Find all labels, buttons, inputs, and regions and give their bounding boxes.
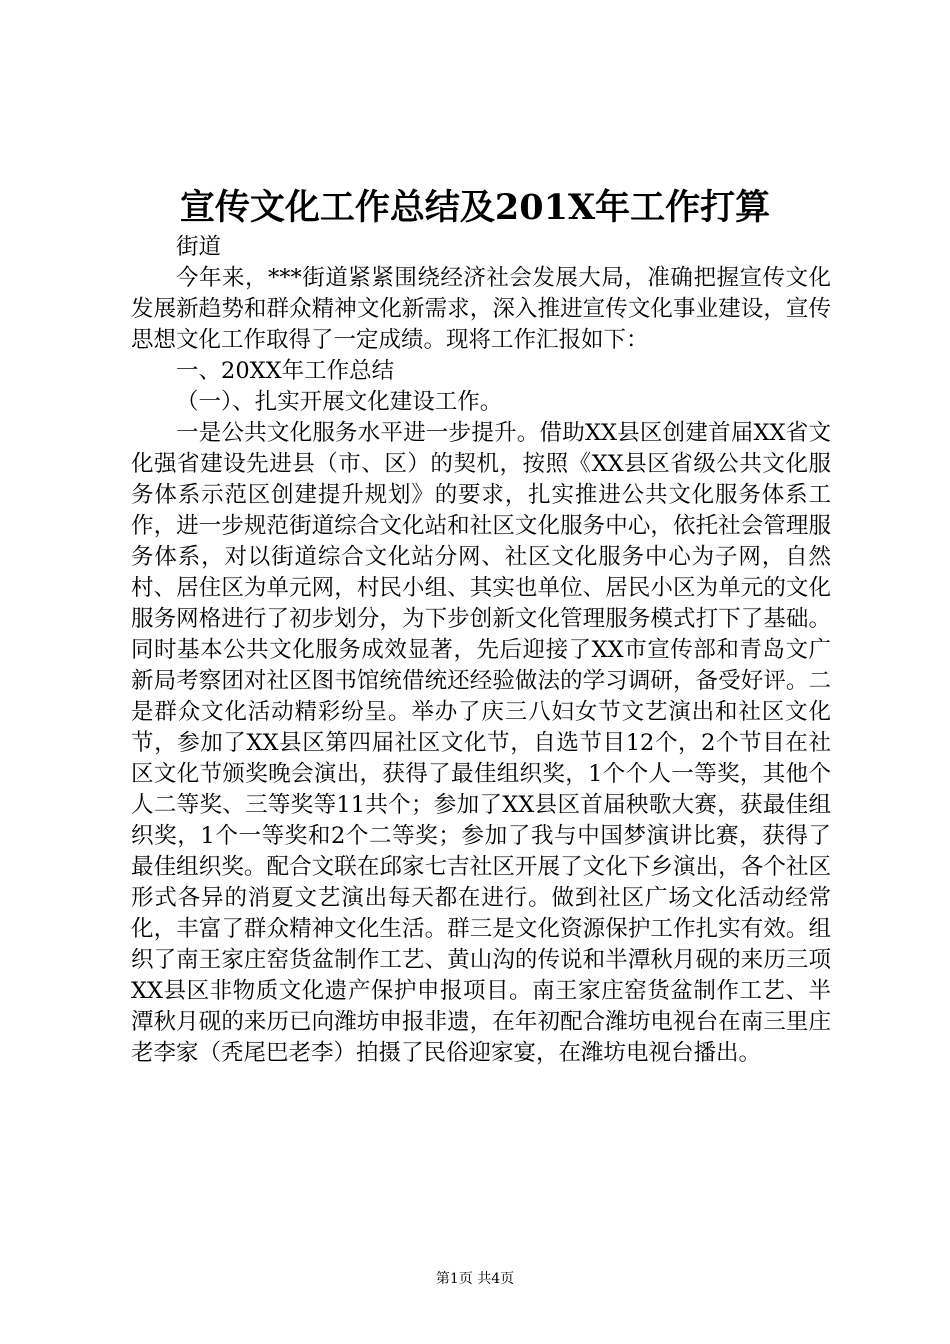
paragraph-intro: 今年来，***街道紧紧围绕经济社会发展大局，准确把握宣传文化发展新趋势和群众精神文化新需求，深入推进宣传文化事业建设，宣传思想文化工作取得了一定成绩。现将工作汇报如下： (131, 265, 831, 353)
paragraph-main: 一是公共文化服务水平进一步提升。借助XX县区创建首届XX省文化强省建设先进县（市、区）的契机，按照《XX县区省级公共文化服务体系示范区创建提升规划》的要求，扎实推进公共文化服务体系工作，进一步规范街道综合文化站和社区文化服务中心，依托社会管理服务体系，对以街道综合文化站分网、社区文化服务中心为子网，自然村、居住区为单元网，村民小组、其实也单位、居民小区为单元的文化服务网格进行了初步划分，为下步创新文化管理服务模式打下了基础。同时基本公共文化服务成效显著，先后迎接了XX市宣传部和青岛文广新局考察团对社区图书馆统借统还经验做法的学习调研，备受好评。二是群众文化活动精彩纷呈。举办了庆三八妇女节文艺演出和社区文化节，参加了XX县区第四届社区文化节，自选节目12个，2个节目在社区文化节颁奖晚会演出，获得了最佳组织奖，1个个人一等奖，其他个人二等奖、三等奖等11共个；参加了XX县区首届秧歌大赛，获最佳组织奖，1个一等奖和2个二等奖；参加了我与中国梦演讲比赛，获得了最佳组织奖。配合文联在邱家七吉社区开展了文化下乡演出，各个社区形式各异的消夏文艺演出每天都在进行。做到社区广场文化活动经常化，丰富了群众精神文化生活。群三是文化资源保护工作扎实有效。组织了南王家庄窑货盆制作工艺、黄山沟的传说和半潭秋月砚的来历三项XX县区非物质文化遗产保护申报项目。南王家庄窑货盆制作工艺、半潭秋月砚的来历已向潍坊申报非遗，在年初配合潍坊电视台在南三里庄老李家（秃尾巴老李）拍摄了民俗迎家宴，在潍坊电视台播出。 (131, 420, 831, 1066)
document-title: 宣传文化工作总结及201X年工作打算 (179, 187, 771, 228)
section-heading: 一、20XX年工作总结 (176, 358, 395, 384)
subsection-heading: （一）、扎实开展文化建设工作。 (176, 389, 503, 415)
page-footer: 第1页 共4页 (435, 1271, 515, 1287)
paragraph-street: 街道 (176, 234, 222, 260)
document-body (131, 232, 831, 1069)
